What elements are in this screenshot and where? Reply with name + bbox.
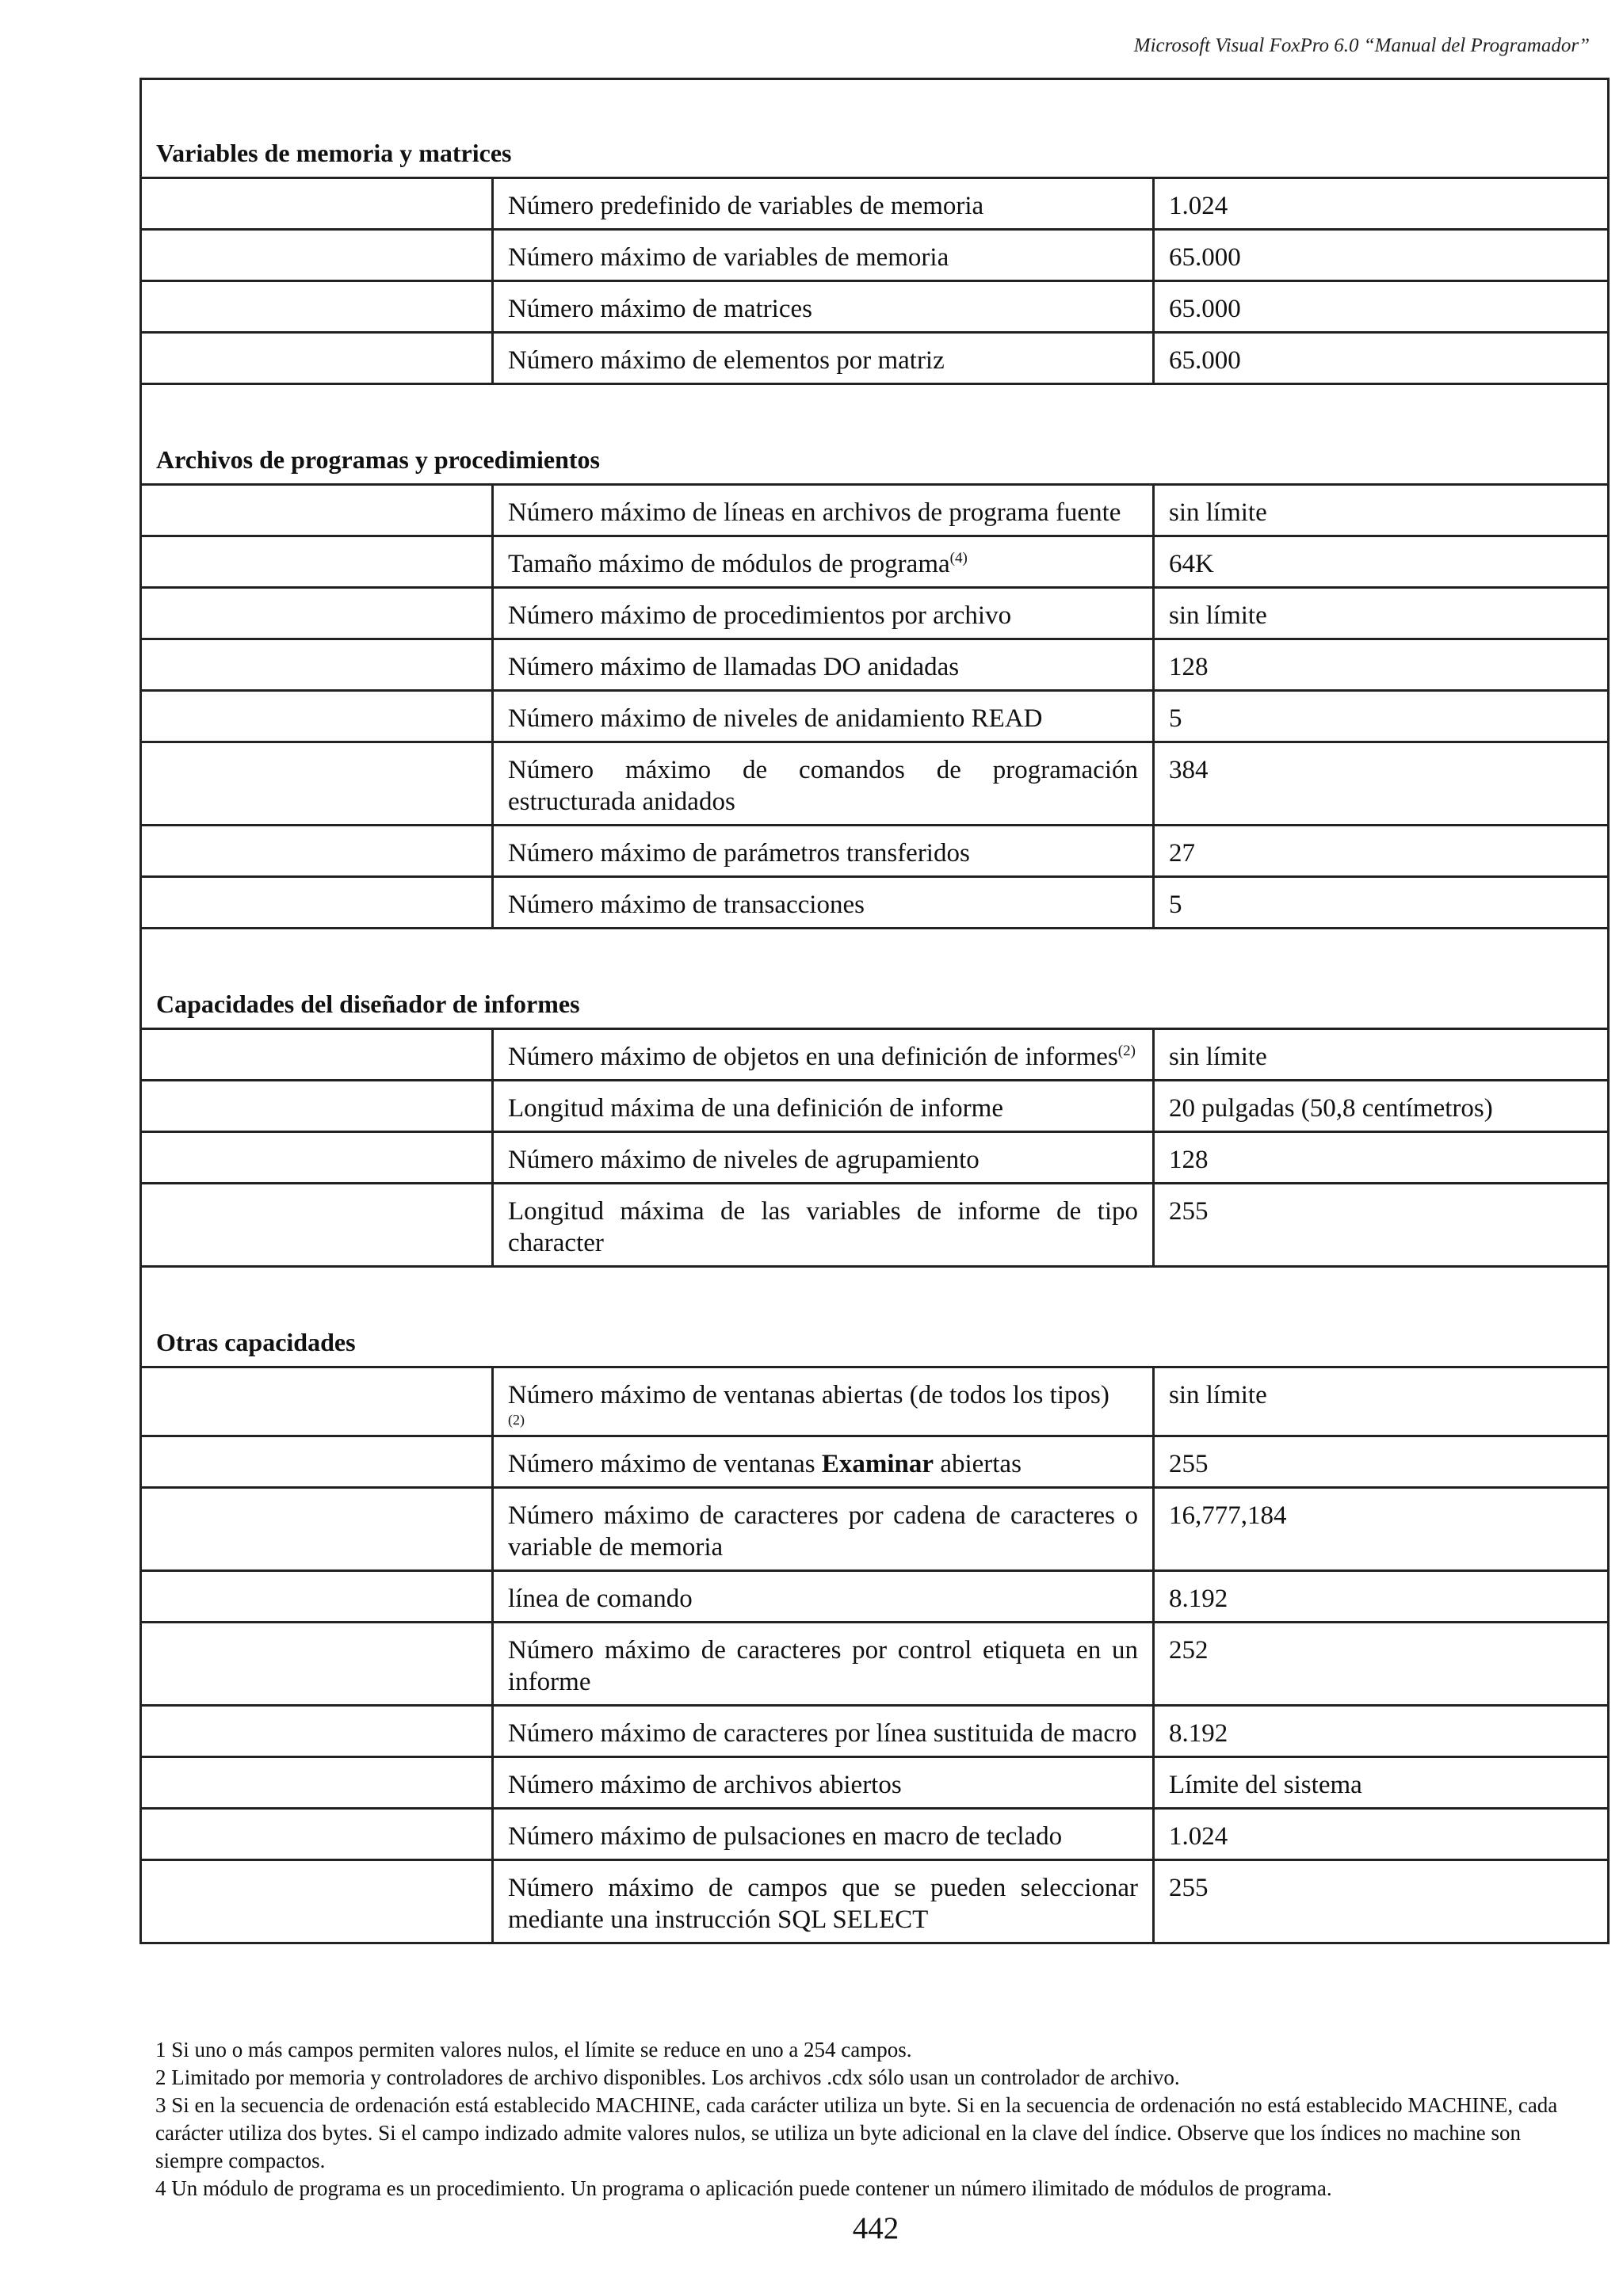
- footnote-ref: (4): [949, 550, 968, 566]
- row-value: 384: [1154, 742, 1609, 826]
- footnote-ref: (2): [508, 1412, 525, 1428]
- row-description: Longitud máxima de una definición de informe: [493, 1081, 1154, 1132]
- row-value: Límite del sistema: [1154, 1757, 1609, 1809]
- row-value: 65.000: [1154, 230, 1609, 281]
- footnote-ref: (2): [1117, 1043, 1136, 1059]
- row-description: Número máximo de variables de memoria: [493, 230, 1154, 281]
- page-number: 442: [852, 2211, 899, 2245]
- table-row: [141, 1436, 1609, 1488]
- row-value: 8.192: [1154, 1571, 1609, 1623]
- footnote: 3 Si en la secuencia de ordenación está establecido MACHINE, cada carácter utiliza un byte. Si en la secuencia de ordenación no está establecido MACHINE, cada carácter utiliza dos bytes. Si el campo indizado admite valores nulos, se utiliza un byte adicional en la clave del índice. Observe que los índices no machine son siempre compactos.: [155, 2093, 1558, 2172]
- table-row: [141, 485, 1609, 536]
- description-text: abiertas: [934, 1450, 1022, 1478]
- row-value: sin límite: [1154, 1029, 1609, 1081]
- row-description: [493, 1367, 1154, 1436]
- table-row: [141, 1488, 1609, 1571]
- row-description: Número máximo de llamadas DO anidadas: [493, 639, 1154, 691]
- section-header-row: [141, 929, 1609, 1029]
- row-value: 1.024: [1154, 178, 1609, 230]
- table-row: [141, 826, 1609, 877]
- section-title: Otras capacidades: [141, 1267, 1609, 1367]
- row-value: sin límite: [1154, 1367, 1609, 1436]
- table-row: [141, 877, 1609, 929]
- row-description: Número máximo de niveles de anidamiento READ: [493, 691, 1154, 742]
- table-row: [141, 1860, 1609, 1943]
- row-value: 64K: [1154, 536, 1609, 588]
- row-value: 255: [1154, 1184, 1609, 1267]
- table-row: [141, 1757, 1609, 1809]
- row-description: Número máximo de caracteres por control etiqueta en un informe: [493, 1623, 1154, 1706]
- table-row: [141, 742, 1609, 826]
- table-row: [141, 1571, 1609, 1623]
- section-header-row: [141, 79, 1609, 178]
- row-description: Número máximo de transacciones: [493, 877, 1154, 929]
- description-text: Número máximo de ventanas abiertas (de todos los tipos): [508, 1381, 1109, 1409]
- row-value: 128: [1154, 639, 1609, 691]
- row-description: línea de comando: [493, 1571, 1154, 1623]
- row-description: Número máximo de pulsaciones en macro de teclado: [493, 1809, 1154, 1860]
- description-bold: Examinar: [821, 1450, 934, 1478]
- row-value: 20 pulgadas (50,8 centímetros): [1154, 1081, 1609, 1132]
- row-description: Número predefinido de variables de memoria: [493, 178, 1154, 230]
- row-value: 255: [1154, 1860, 1609, 1943]
- row-value: 16,777,184: [1154, 1488, 1609, 1571]
- row-value: 65.000: [1154, 281, 1609, 333]
- table-row: [141, 639, 1609, 691]
- row-value: 5: [1154, 691, 1609, 742]
- table-row: [141, 1367, 1609, 1436]
- table-row: [141, 333, 1609, 384]
- table-row: [141, 1706, 1609, 1757]
- row-description: Número máximo de parámetros transferidos: [493, 826, 1154, 877]
- section-header-row: [141, 1267, 1609, 1367]
- row-value: 252: [1154, 1623, 1609, 1706]
- table-row: [141, 281, 1609, 333]
- row-description: Número máximo de campos que se pueden seleccionar mediante una instrucción SQL SELECT: [493, 1860, 1154, 1943]
- row-description: Número máximo de archivos abiertos: [493, 1757, 1154, 1809]
- row-description: Número máximo de procedimientos por archivo: [493, 588, 1154, 639]
- row-value: 255: [1154, 1436, 1609, 1488]
- capacities-table: [139, 78, 1610, 1944]
- section-title: Variables de memoria y matrices: [141, 79, 1609, 178]
- row-description: Número máximo de caracteres por cadena de caracteres o variable de memoria: [493, 1488, 1154, 1571]
- section-title: Capacidades del diseñador de informes: [141, 929, 1609, 1029]
- row-value: 5: [1154, 877, 1609, 929]
- table-row: [141, 691, 1609, 742]
- section-title: Archivos de programas y procedimientos: [141, 384, 1609, 485]
- row-value: 128: [1154, 1132, 1609, 1184]
- table-row: [141, 1029, 1609, 1081]
- footnote: 1 Si uno o más campos permiten valores nulos, el límite se reduce en uno a 254 campos.: [155, 2038, 912, 2061]
- table-row: [141, 588, 1609, 639]
- row-description: Número máximo de elementos por matriz: [493, 333, 1154, 384]
- row-description: [493, 1436, 1154, 1488]
- table-row: [141, 178, 1609, 230]
- section-header-row: [141, 384, 1609, 485]
- description-text: Número máximo de ventanas: [508, 1450, 822, 1478]
- table-row: [141, 536, 1609, 588]
- footnotes: [155, 2036, 1582, 2203]
- row-description: Número máximo de caracteres por línea sustituida de macro: [493, 1706, 1154, 1757]
- footnote: 2 Limitado por memoria y controladores de archivo disponibles. Los archivos .cdx sólo usan un controlador de archivo.: [155, 2065, 1180, 2089]
- row-value: sin límite: [1154, 485, 1609, 536]
- row-value: 8.192: [1154, 1706, 1609, 1757]
- table-row: [141, 1184, 1609, 1267]
- row-description: [493, 536, 1154, 588]
- row-description: Número máximo de matrices: [493, 281, 1154, 333]
- footnote: 4 Un módulo de programa es un procedimiento. Un programa o aplicación puede contener un número ilimitado de módulos de programa.: [155, 2176, 1332, 2200]
- row-value: sin límite: [1154, 588, 1609, 639]
- description-text: Tamaño máximo de módulos de programa: [508, 550, 950, 578]
- table-row: [141, 1809, 1609, 1860]
- table-row: [141, 230, 1609, 281]
- table-row: [141, 1623, 1609, 1706]
- row-description: Longitud máxima de las variables de informe de tipo character: [493, 1184, 1154, 1267]
- row-value: 65.000: [1154, 333, 1609, 384]
- row-value: 1.024: [1154, 1809, 1609, 1860]
- table-row: [141, 1081, 1609, 1132]
- row-description: Número máximo de niveles de agrupamiento: [493, 1132, 1154, 1184]
- table-row: [141, 1132, 1609, 1184]
- description-text: Número máximo de objetos en una definición de informes: [508, 1043, 1118, 1071]
- row-description: Número máximo de comandos de programación estructurada anidados: [493, 742, 1154, 826]
- row-value: 27: [1154, 826, 1609, 877]
- row-description: Número máximo de líneas en archivos de programa fuente: [493, 485, 1154, 536]
- running-header: Microsoft Visual FoxPro 6.0 “Manual del Programador”: [1133, 35, 1590, 56]
- row-description: [493, 1029, 1154, 1081]
